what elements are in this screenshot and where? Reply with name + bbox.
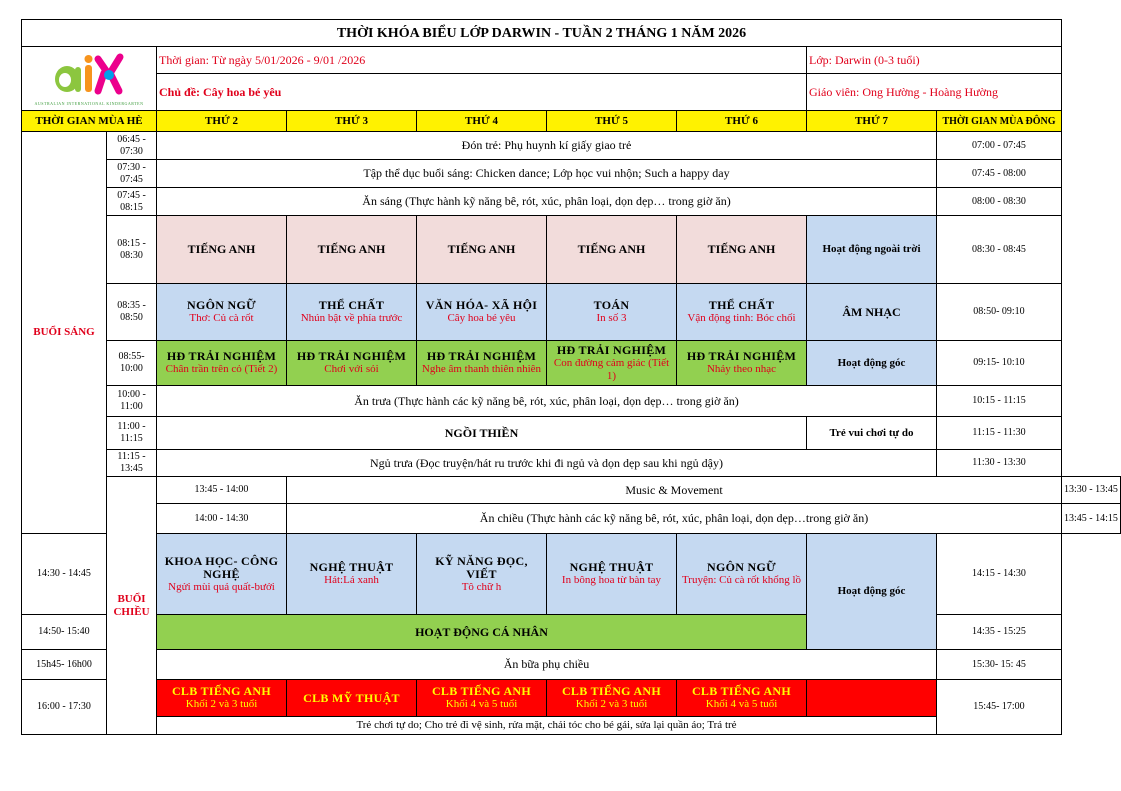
subject: NGHỆ THUẬT xyxy=(569,560,654,574)
experience-fri xyxy=(677,341,807,386)
summer-time: 06:45 - 07:30 xyxy=(107,132,157,160)
class-name: Lớp: Darwin (0-3 tuổi) xyxy=(807,47,1062,74)
summer-time: 14:30 - 14:45 xyxy=(22,534,107,615)
activity-afternoon-snack: Ăn bữa phụ chiều xyxy=(157,650,937,680)
english-mon: TIẾNG ANH xyxy=(157,216,287,284)
activity: Khối 4 và 5 tuổi xyxy=(705,698,778,710)
subject: NGÔN NGỮ xyxy=(707,560,776,574)
activity: Hát:Lá xanh xyxy=(324,574,379,586)
activity: Vận động tinh: Bóc chối xyxy=(687,312,796,324)
subject: HĐ TRẢI NGHIỆM xyxy=(166,349,277,363)
subject: HĐ TRẢI NGHIỆM xyxy=(686,349,797,363)
header-day-mon: THỨ 2 xyxy=(157,111,287,132)
header-summer-time: THỜI GIAN MÙA HÈ xyxy=(22,111,157,132)
winter-time: 09:15- 10:10 xyxy=(937,341,1062,386)
summer-time: 07:45 - 08:15 xyxy=(107,188,157,216)
corner-activity-sat: Hoạt động góc xyxy=(807,341,937,386)
activity: Nghe âm thanh thiên nhiên xyxy=(421,363,542,375)
summer-time: 16:00 - 17:30 xyxy=(22,680,107,735)
activity: Tô chữ h xyxy=(461,580,502,593)
english-thu: TIẾNG ANH xyxy=(547,216,677,284)
page-title: THỜI KHÓA BIỂU LỚP DARWIN - TUẦN 2 THÁNG 1 NĂM 2026 xyxy=(22,20,1062,47)
summer-time: 14:50- 15:40 xyxy=(22,615,107,650)
summer-time: 11:00 - 11:15 xyxy=(107,417,157,450)
theme: Chủ đề: Cây hoa bé yêu xyxy=(157,74,807,111)
activity-pickup: Trẻ chơi tự do; Cho trẻ đi vệ sinh, rửa mặt, chải tóc cho bé gái, sửa lại quần áo; Trả trẻ xyxy=(157,717,937,735)
summer-time: 07:30 - 07:45 xyxy=(107,160,157,188)
subject: NGÔN NGỮ xyxy=(187,298,256,312)
header-day-wed: THỨ 4 xyxy=(417,111,547,132)
english-wed: TIẾNG ANH xyxy=(417,216,547,284)
english-tue: TIẾNG ANH xyxy=(287,216,417,284)
summer-time: 08:15 - 08:30 xyxy=(107,216,157,284)
activity: In bông hoa từ bàn tay xyxy=(561,574,662,586)
winter-time: 07:00 - 07:45 xyxy=(937,132,1062,160)
music-sat: ÂM NHẠC xyxy=(807,284,937,341)
summer-time: 13:45 - 14:00 xyxy=(157,477,287,504)
activity: Nhún bật về phía trước xyxy=(300,312,403,324)
activity: Chơi với sỏi xyxy=(324,363,379,375)
club-sat-empty xyxy=(807,680,937,717)
activity: Khối 2 và 3 tuổi xyxy=(575,698,648,710)
free-play-sat: Trẻ vui chơi tự do xyxy=(807,417,937,450)
subject: THỂ CHẤT xyxy=(318,298,385,312)
subject: CLB MỸ THUẬT xyxy=(303,690,400,705)
winter-time: 13:45 - 14:15 xyxy=(1062,504,1121,534)
summer-time: 11:15 - 13:45 xyxy=(107,450,157,477)
aik-logo xyxy=(24,51,154,106)
header-day-sat: THỨ 7 xyxy=(807,111,937,132)
aik-logo-icon xyxy=(49,51,129,99)
experience-mon xyxy=(157,341,287,386)
subject: KHOA HỌC- CÔNG NGHỆ xyxy=(164,553,279,581)
winter-time: 15:30- 15: 45 xyxy=(937,650,1062,680)
club-fri xyxy=(677,680,807,717)
summer-time: 15h45- 16h00 xyxy=(22,650,107,680)
winter-time: 13:30 - 13:45 xyxy=(1062,477,1121,504)
subject: CLB TIẾNG ANH xyxy=(171,684,272,698)
header-day-tue: THỨ 3 xyxy=(287,111,417,132)
lesson-tue xyxy=(287,284,417,341)
subject: THỂ CHẤT xyxy=(708,298,775,312)
club-tue xyxy=(287,680,417,717)
header-winter-time: THỜI GIAN MÙA ĐÔNG xyxy=(937,111,1062,132)
activity: Con đường cảm giác (Tiết 1) xyxy=(553,356,670,382)
subject: VĂN HÓA- XÃ HỘI xyxy=(425,298,538,312)
winter-time: 11:15 - 11:30 xyxy=(937,417,1062,450)
english-fri: TIẾNG ANH xyxy=(677,216,807,284)
outdoor-sat: Hoạt động ngoài trời xyxy=(807,216,937,284)
winter-time: 08:30 - 08:45 xyxy=(937,216,1062,284)
winter-time: 08:00 - 08:30 xyxy=(937,188,1062,216)
header-day-fri: THỨ 6 xyxy=(677,111,807,132)
subject: NGHỆ THUẬT xyxy=(309,560,394,574)
subject: CLB TIẾNG ANH xyxy=(691,684,792,698)
club-wed xyxy=(417,680,547,717)
activity: In số 3 xyxy=(596,312,627,324)
activity-individual: HOẠT ĐỘNG CÁ NHÂN xyxy=(157,615,807,650)
winter-time: 11:30 - 13:30 xyxy=(937,450,1062,477)
summer-time: 14:00 - 14:30 xyxy=(157,504,287,534)
lesson-thu-pm xyxy=(547,534,677,615)
activity-breakfast: Ăn sáng (Thực hành kỹ năng bê, rót, xúc, phân loại, dọn dẹp… trong giờ ăn) xyxy=(157,188,937,216)
subject: HĐ TRẢI NGHIỆM xyxy=(426,349,537,363)
session-morning: BUỔI SÁNG xyxy=(22,132,107,534)
lesson-fri-pm xyxy=(677,534,807,615)
subject: KỸ NĂNG ĐỌC, VIẾT xyxy=(435,553,528,581)
activity: Cây hoa bé yêu xyxy=(447,312,516,324)
corner-activity-sat-pm: Hoạt động góc xyxy=(807,534,937,650)
lesson-mon-pm xyxy=(157,534,287,615)
activity-meditation: NGỒI THIỀN xyxy=(157,417,807,450)
subject: HĐ TRẢI NGHIỆM xyxy=(556,342,667,357)
lesson-wed-pm xyxy=(417,534,547,615)
activity: Khối 4 và 5 tuổi xyxy=(445,698,518,710)
activity-music-movement: Music & Movement xyxy=(287,477,1062,504)
lesson-mon xyxy=(157,284,287,341)
activity: Nhảy theo nhạc xyxy=(706,363,777,375)
timetable xyxy=(21,19,1121,735)
activity: Thơ: Củ cà rốt xyxy=(189,312,254,324)
experience-wed xyxy=(417,341,547,386)
winter-time: 10:15 - 11:15 xyxy=(937,386,1062,417)
session-afternoon: BUỔI CHIỀU xyxy=(107,477,157,735)
summer-time: 08:55- 10:00 xyxy=(107,341,157,386)
teachers: Giáo viên: Ong Hường - Hoàng Hường xyxy=(807,74,1062,111)
summer-time: 08:35 - 08:50 xyxy=(107,284,157,341)
lesson-fri xyxy=(677,284,807,341)
activity: Ngửi mùi quả quất-bưởi xyxy=(168,580,275,593)
logo-subtitle: AUSTRALIAN INTERNATIONAL KINDERGARTEN xyxy=(34,101,144,106)
activity-nap: Ngủ trưa (Đọc truyện/hát ru trước khi đi ngủ và dọn dẹp sau khi ngủ dậy) xyxy=(157,450,937,477)
winter-time: 07:45 - 08:00 xyxy=(937,160,1062,188)
winter-time: 14:35 - 15:25 xyxy=(937,615,1062,650)
experience-tue xyxy=(287,341,417,386)
activity-reception: Đón trẻ: Phụ huynh kí giấy giao trẻ xyxy=(157,132,937,160)
winter-time: 15:45- 17:00 xyxy=(937,680,1062,735)
lesson-wed xyxy=(417,284,547,341)
lesson-thu xyxy=(547,284,677,341)
activity-exercise: Tập thể dục buổi sáng: Chicken dance; Lớp học vui nhộn; Such a happy day xyxy=(157,160,937,188)
activity: Chân trần trên cỏ (Tiết 2) xyxy=(165,363,278,375)
header-day-thu: THỨ 5 xyxy=(547,111,677,132)
activity-afternoon-meal: Ăn chiều (Thực hành các kỹ năng bê, rót, xúc, phân loại, dọn dẹp…trong giờ ăn) xyxy=(287,504,1062,534)
subject: CLB TIẾNG ANH xyxy=(561,684,662,698)
subject: TOÁN xyxy=(593,298,630,312)
activity: Truyện: Củ cà rốt khổng lồ xyxy=(681,574,802,586)
activity-lunch: Ăn trưa (Thực hành các kỹ năng bê, rót, xúc, phân loại, dọn dẹp… trong giờ ăn) xyxy=(157,386,937,417)
lesson-tue-pm xyxy=(287,534,417,615)
winter-time: 14:15 - 14:30 xyxy=(937,534,1062,615)
winter-time: 08:50- 09:10 xyxy=(937,284,1062,341)
subject: CLB TIẾNG ANH xyxy=(431,684,532,698)
time-range: Thời gian: Từ ngày 5/01/2026 - 9/01 /2026 xyxy=(157,47,807,74)
subject: HĐ TRẢI NGHIỆM xyxy=(296,349,407,363)
logo-cell xyxy=(22,47,157,111)
club-thu xyxy=(547,680,677,717)
activity: Khối 2 và 3 tuổi xyxy=(185,698,258,710)
summer-time: 10:00 - 11:00 xyxy=(107,386,157,417)
club-mon xyxy=(157,680,287,717)
experience-thu xyxy=(547,341,677,386)
